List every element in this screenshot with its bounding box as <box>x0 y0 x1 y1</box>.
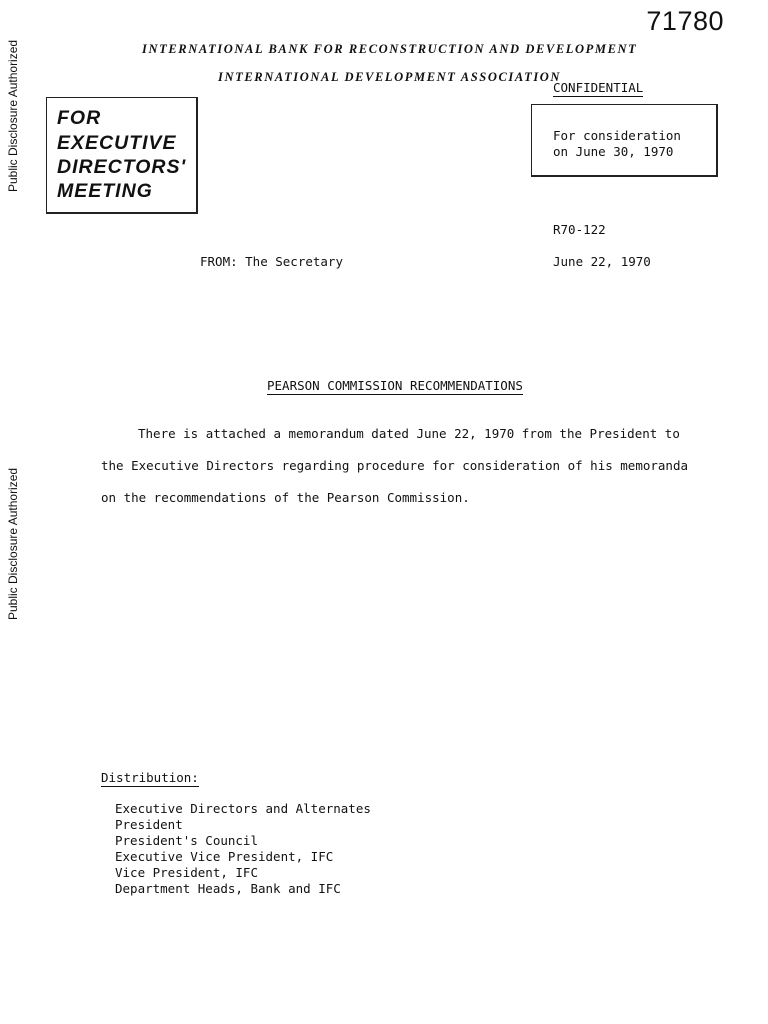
distribution-item: Department Heads, Bank and IFC <box>115 881 341 896</box>
subject-heading: PEARSON COMMISSION RECOMMENDATIONS <box>267 378 523 393</box>
meeting-box-line: DIRECTORS' <box>57 156 187 178</box>
consideration-line: on June 30, 1970 <box>553 144 674 159</box>
organization-name-ibrd: INTERNATIONAL BANK FOR RECONSTRUCTION AND DEVELOPMENT <box>142 42 638 56</box>
body-text-line: on the recommendations of the Pearson Commission. <box>101 490 470 505</box>
distribution-item: President's Council <box>115 833 258 848</box>
distribution-item: Executive Directors and Alternates <box>115 801 371 816</box>
meeting-box-line: FOR <box>57 107 102 129</box>
organization-name-ida: INTERNATIONAL DEVELOPMENT ASSOCIATION <box>218 70 562 84</box>
distribution-item: Executive Vice President, IFC <box>115 849 334 864</box>
classification-label: CONFIDENTIAL <box>553 80 644 95</box>
document-date: June 22, 1970 <box>553 254 651 269</box>
from-line: FROM: The Secretary <box>200 254 343 269</box>
distribution-list <box>115 801 371 897</box>
body-text-line: There is attached a memorandum dated June 22, 1970 from the President to <box>138 426 680 441</box>
consideration-date-box <box>531 104 718 177</box>
distribution-item: Vice President, IFC <box>115 865 258 880</box>
document-number: 71780 <box>646 6 724 36</box>
consideration-line: For consideration <box>553 128 681 143</box>
disclosure-side-label-top: Public Disclosure Authorized <box>6 39 20 192</box>
reference-number: R70-122 <box>553 222 606 237</box>
executive-directors-meeting-box <box>46 97 198 214</box>
distribution-heading: Distribution: <box>101 770 199 785</box>
body-text-line: the Executive Directors regarding procedure for consideration of his memoranda <box>101 458 688 473</box>
disclosure-side-label-middle: Public Disclosure Authorized <box>6 467 20 620</box>
distribution-item: President <box>115 817 183 832</box>
meeting-box-line: EXECUTIVE <box>57 132 177 154</box>
meeting-box-line: MEETING <box>57 180 153 202</box>
